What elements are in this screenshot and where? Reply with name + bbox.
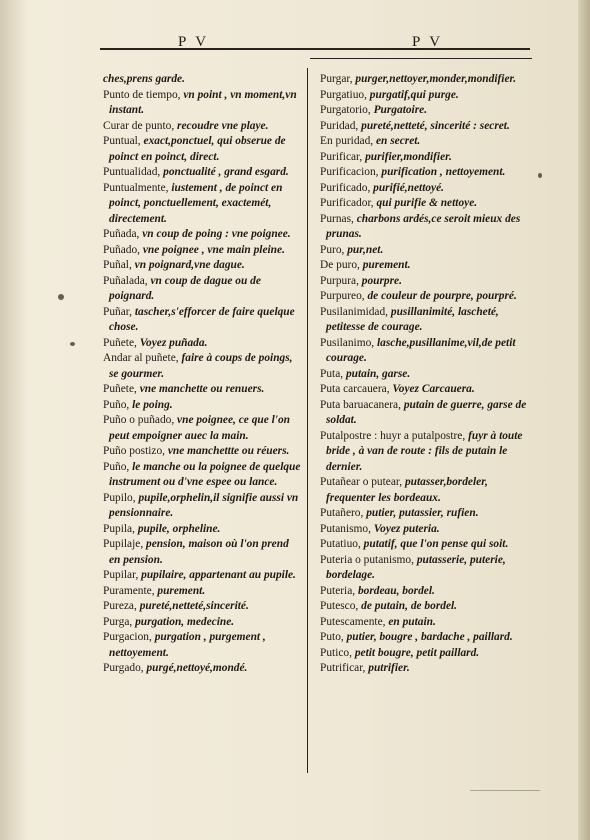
dictionary-entry [103, 243, 301, 259]
dictionary-entry [103, 72, 301, 88]
entry-translation: le poing. [132, 398, 173, 411]
entry-headword: Putañear o putear, [320, 476, 405, 488]
dictionary-entry [103, 134, 301, 165]
entry-translation: exact,ponctuel, qui obserue de poinct en poinct, direct. [109, 135, 286, 163]
entry-headword: Puñete, [103, 336, 140, 349]
ink-spot [70, 342, 75, 346]
dictionary-entry [320, 88, 530, 104]
dictionary-entry [320, 134, 530, 150]
entry-translation: pureté,netteté, sincerité : secret. [361, 119, 510, 132]
column-divider [307, 68, 308, 773]
entry-translation: de putain, de bordel. [361, 600, 458, 612]
entry-headword: Puntualmente, [103, 181, 172, 194]
entry-headword: Puntual, [103, 135, 144, 147]
entry-translation: putier, putassier, rufien. [366, 507, 479, 519]
entry-headword: Purga, [103, 615, 136, 628]
dictionary-entry [320, 398, 530, 429]
entry-headword: Puto, [320, 631, 347, 643]
dictionary-entry [103, 537, 301, 568]
entry-translation: vne manchettte ou réuers. [167, 445, 290, 457]
entry-headword: Puteria o putanismo, [320, 553, 417, 566]
dictionary-entry [103, 661, 301, 677]
entry-headword: Pupilaje, [103, 538, 147, 550]
entry-headword: Puta, [320, 367, 346, 380]
entry-translation: vne manchette ou renuers. [139, 383, 265, 395]
entry-headword: Puteria, [320, 584, 358, 597]
dictionary-entry [320, 196, 530, 212]
dictionary-entry [320, 630, 530, 646]
entry-translation: purement. [157, 584, 206, 597]
entry-translation: putrifier. [368, 662, 410, 674]
dictionary-entry [103, 615, 301, 631]
entry-translation: vn coup de dague ou de poignard. [109, 274, 261, 302]
entry-translation: vn poignard,vne dague. [134, 259, 245, 271]
running-head-left: P V [178, 34, 210, 50]
entry-translation: purifier,mondifier. [365, 150, 452, 163]
entry-headword: Puño o puñado, [103, 414, 178, 426]
dictionary-entry [320, 382, 530, 398]
entry-translation: petit bougre, petit paillard. [354, 646, 480, 659]
entry-translation: pourpre. [361, 274, 402, 287]
header-rule [100, 48, 530, 50]
dictionary-entry [320, 305, 530, 336]
dictionary-entry [320, 150, 530, 166]
entry-translation: purger,nettoyer,monder,mondifier. [355, 73, 517, 85]
dictionary-entry [103, 227, 301, 243]
dictionary-entry [320, 429, 530, 476]
entry-translation: iustement , de poinct en poinct, ponctuellement, exactemét, directement. [109, 181, 283, 225]
entry-translation: pupile, orpheline. [137, 522, 221, 535]
entry-translation: purement. [362, 259, 411, 271]
entry-headword: Purgado, [103, 662, 147, 674]
entry-translation: purifié,nettoyé. [373, 181, 445, 194]
entry-headword: Purificado, [320, 181, 374, 194]
entry-headword: Puñalada, [103, 274, 151, 287]
entry-headword: Puta baruacanera, [320, 398, 404, 411]
entry-headword: Curar de punto, [103, 119, 178, 132]
dictionary-entry [320, 661, 530, 677]
entry-translation: Purgatoire. [373, 104, 428, 116]
entry-headword: Puta carcauera, [320, 383, 393, 395]
dictionary-entry [103, 584, 301, 600]
entry-headword: Andar al puñete, [103, 352, 182, 364]
entry-headword: Putatiuo, [320, 538, 364, 550]
dictionary-entry [320, 506, 530, 522]
entry-translation: en secret. [376, 135, 421, 147]
entry-translation: lasche,pusillanime,vil,de petit courage. [326, 336, 516, 364]
gutter-shadow [0, 0, 28, 840]
dictionary-entry [320, 243, 530, 259]
entry-headword: Puñal, [103, 259, 135, 271]
entry-headword: Putrificar, [320, 662, 369, 674]
entry-translation: le manche ou la poignee de quelque instrument ou d'vne espee ou lance. [109, 460, 301, 488]
ink-spot [538, 173, 542, 178]
dictionary-entry [103, 181, 301, 228]
entry-headword: Puñete, [103, 383, 140, 395]
entry-headword: Pupilar, [103, 569, 142, 581]
entry-translation: Voyez puñada. [139, 336, 208, 349]
entry-translation: fuyr à toute bride , à van de route : fils de putain le dernier. [326, 429, 523, 473]
entry-translation: charbons ardés,ce seroit mieux des prunas. [326, 212, 521, 240]
entry-translation: vne poignee , vne main pleine. [142, 243, 285, 256]
entry-translation: Voyez Carcauera. [392, 383, 475, 395]
entry-headword: Punto de tiempo, [103, 88, 184, 101]
page-edge [578, 0, 590, 840]
dictionary-entry [103, 88, 301, 119]
entry-headword: Purnas, [320, 212, 357, 225]
entry-headword: Puramente, [103, 584, 158, 597]
dictionary-entry [320, 72, 530, 88]
entry-translation: purgation, medecine. [135, 615, 235, 628]
dictionary-entry [320, 165, 530, 181]
dictionary-entry [320, 212, 530, 243]
dictionary-entry [103, 568, 301, 584]
entry-headword: Purgatiuo, [320, 88, 370, 101]
entry-headword: En puridad, [320, 135, 376, 147]
entry-translation: qui purifie & nettoye. [376, 197, 478, 209]
entry-translation: putatif, que l'on pense qui soit. [363, 538, 509, 550]
entry-translation: bordeau, bordel. [357, 584, 435, 597]
dictionary-entry [320, 119, 530, 135]
dictionary-entry [103, 274, 301, 305]
entry-translation: putain de guerre, garse de soldat. [326, 398, 527, 426]
entry-headword: Puridad, [320, 119, 362, 132]
entry-headword: Pusilanimo, [320, 336, 377, 349]
entry-translation: recoudre vne playe. [177, 119, 269, 132]
entry-translation: en putain. [388, 615, 436, 628]
dictionary-entry [320, 475, 530, 506]
dictionary-entry [103, 444, 301, 460]
left-column [103, 72, 301, 677]
entry-headword: Pusilanimidad, [320, 305, 391, 318]
dictionary-entry [103, 336, 301, 352]
entry-headword: Putalpostre : huyr a putalpostre, [320, 429, 469, 442]
entry-headword: Purificacion, [320, 166, 382, 178]
entry-headword: Putañero, [320, 507, 367, 519]
dictionary-entry [103, 522, 301, 538]
entry-translation: vn point , vn moment,vn instant. [109, 88, 297, 116]
dictionary-entry [103, 599, 301, 615]
dictionary-entry [320, 274, 530, 290]
entry-headword: Purificador, [320, 197, 377, 209]
dictionary-entry [320, 289, 530, 305]
dictionary-entry [320, 336, 530, 367]
ink-spot [58, 294, 64, 300]
entry-headword: Putico, [320, 646, 355, 659]
dictionary-entry [320, 646, 530, 662]
entry-headword: De puro, [320, 259, 363, 271]
running-head-right: P V [412, 34, 444, 50]
dictionary-entry [320, 367, 530, 383]
entry-translation: putasser,bordeler, frequenter les bordeaux. [326, 476, 488, 504]
entry-headword: Purificar, [320, 150, 366, 163]
dictionary-entry [320, 553, 530, 584]
entry-translation: Voyez puteria. [373, 522, 440, 535]
dictionary-entry [320, 584, 530, 600]
entry-headword: Purpura, [320, 274, 362, 287]
header-rule-secondary [310, 58, 532, 59]
dictionary-entry [103, 398, 301, 414]
dictionary-entry [103, 382, 301, 398]
entry-translation: tascher,s'efforcer de faire quelque chose. [109, 305, 295, 333]
entry-headword: Putanismo, [320, 522, 374, 535]
entry-headword: Putesco, [320, 600, 362, 612]
dictionary-entry [103, 413, 301, 444]
dictionary-entry [320, 258, 530, 274]
dictionary-entry [103, 491, 301, 522]
entry-translation: purgé,nettoyé,mondé. [146, 662, 248, 674]
entry-headword: Puño postizo, [103, 445, 168, 457]
right-column [320, 72, 530, 677]
entry-headword: Puño, [103, 398, 133, 411]
dictionary-entry [320, 599, 530, 615]
entry-translation: purification , nettoyement. [381, 166, 506, 178]
entry-translation: purgation , purgement , nettoyement. [109, 631, 266, 659]
entry-translation: pension, maison où l'on prend en pension. [109, 538, 289, 566]
entry-headword: Purgatorio, [320, 104, 374, 116]
dictionary-entry [103, 119, 301, 135]
entry-translation: vn coup de poing : vne poignee. [142, 228, 291, 240]
entry-translation: pureté,netteté,sincerité. [139, 600, 249, 612]
entry-translation: putier, bougre , bardache , paillard. [346, 631, 513, 643]
entry-headword: Purgacion, [103, 631, 155, 643]
dictionary-entry [103, 351, 301, 382]
entry-translation: putain, garse. [345, 367, 411, 380]
entry-headword: Purgar, [320, 73, 356, 85]
entry-translation: pusillanimité, lascheté, petitesse de courage. [326, 305, 499, 333]
entry-headword: Puntualidad, [103, 166, 164, 178]
dictionary-entry [103, 460, 301, 491]
entry-translation: vne poignee, ce que l'on peut empoigner auec la main. [109, 414, 290, 442]
dictionary-entry [103, 305, 301, 336]
entry-translation: de couleur de pourpre, pourpré. [367, 290, 517, 302]
dictionary-entry [320, 181, 530, 197]
entry-translation: purgatif,qui purge. [369, 88, 459, 101]
entry-headword: Putescamente, [320, 615, 389, 628]
entry-translation: ches,prens garde. [103, 73, 185, 85]
entry-headword: Pupilo, [103, 491, 139, 504]
catchword-rule [470, 790, 540, 791]
dictionary-entry [103, 630, 301, 661]
entry-headword: Pureza, [103, 600, 140, 612]
entry-headword: Puñada, [103, 228, 143, 240]
entry-headword: Pupila, [103, 522, 138, 535]
dictionary-entry [320, 615, 530, 631]
entry-translation: ponctualité , grand esgard. [163, 166, 289, 178]
dictionary-entry [320, 103, 530, 119]
entry-headword: Puñar, [103, 305, 135, 318]
dictionary-entry [103, 258, 301, 274]
dictionary-entry [320, 522, 530, 538]
entry-translation: putasserie, puterie, bordelage. [326, 553, 506, 581]
entry-headword: Puñado, [103, 243, 143, 256]
entry-translation: pur,net. [347, 243, 384, 256]
dictionary-entry [103, 165, 301, 181]
entry-translation: pupilaire, appartenant au pupile. [141, 569, 296, 581]
entry-headword: Puño, [103, 460, 133, 473]
entry-headword: Purpureo, [320, 290, 368, 302]
dictionary-entry [320, 537, 530, 553]
entry-translation: pupile,orphelin,il signifie aussi vn pensionnaire. [109, 491, 299, 519]
entry-headword: Puro, [320, 243, 348, 256]
entry-translation: faire à coups de poings, se gourmer. [109, 352, 293, 380]
